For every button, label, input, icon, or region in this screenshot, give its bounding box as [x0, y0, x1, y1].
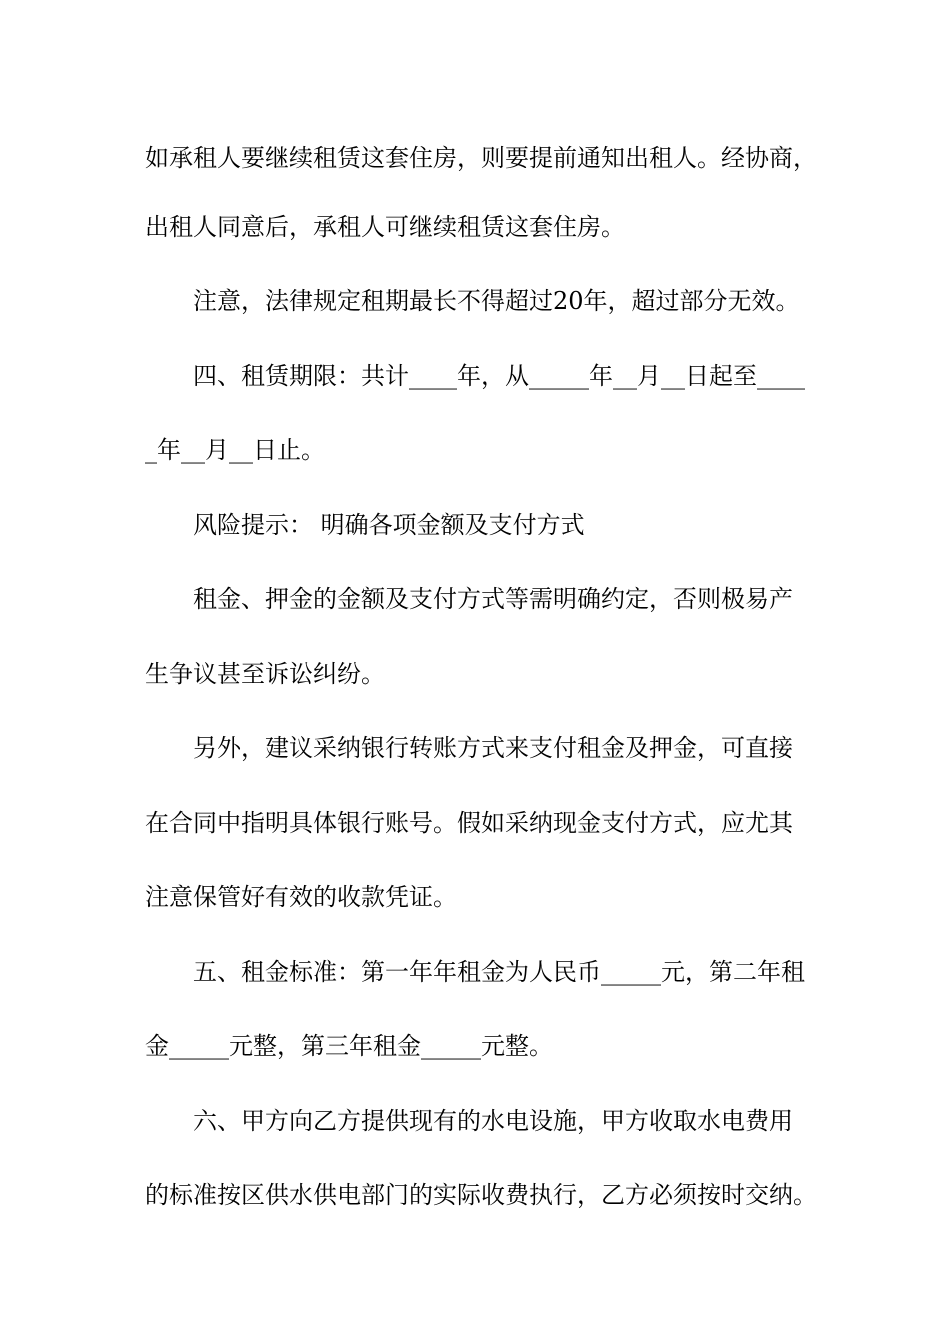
paragraph-line: 金_____元整，第三年租金_____元整。: [145, 1032, 553, 1060]
paragraph-line: 五、租金标准：第一年年租金为人民币_____元，第二年租: [193, 958, 805, 986]
paragraph-line: 的标准按区供水供电部门的实际收费执行，乙方必须按时交纳。: [145, 1181, 817, 1209]
paragraph-line: 生争议甚至诉讼纠纷。: [145, 660, 385, 688]
paragraph-line: 另外，建议采纳银行转账方式来支付租金及押金，可直接: [193, 734, 793, 762]
paragraph-line: 注意保管好有效的收款凭证。: [145, 883, 457, 911]
paragraph-line: 租金、押金的金额及支付方式等需明确约定，否则极易产: [193, 585, 793, 613]
paragraph-line: 出租人同意后，承租人可继续租赁这套住房。: [145, 213, 625, 241]
paragraph-line: 在合同中指明具体银行账号。假如采纳现金支付方式，应尤其: [145, 809, 793, 837]
paragraph-line: 风险提示： 明确各项金额及支付方式: [193, 511, 585, 539]
paragraph-line: 如承租人要继续租赁这套住房，则要提前通知出租人。经协商，: [145, 144, 817, 172]
paragraph-line: _年__月__日止。: [145, 436, 325, 464]
paragraph-line: 六、甲方向乙方提供现有的水电设施，甲方收取水电费用: [193, 1107, 793, 1135]
paragraph-line: 四、租赁期限：共计____年，从_____年__月__日起至____: [193, 362, 805, 390]
paragraph-line: 注意，法律规定租期最长不得超过20年，超过部分无效。: [193, 287, 800, 315]
